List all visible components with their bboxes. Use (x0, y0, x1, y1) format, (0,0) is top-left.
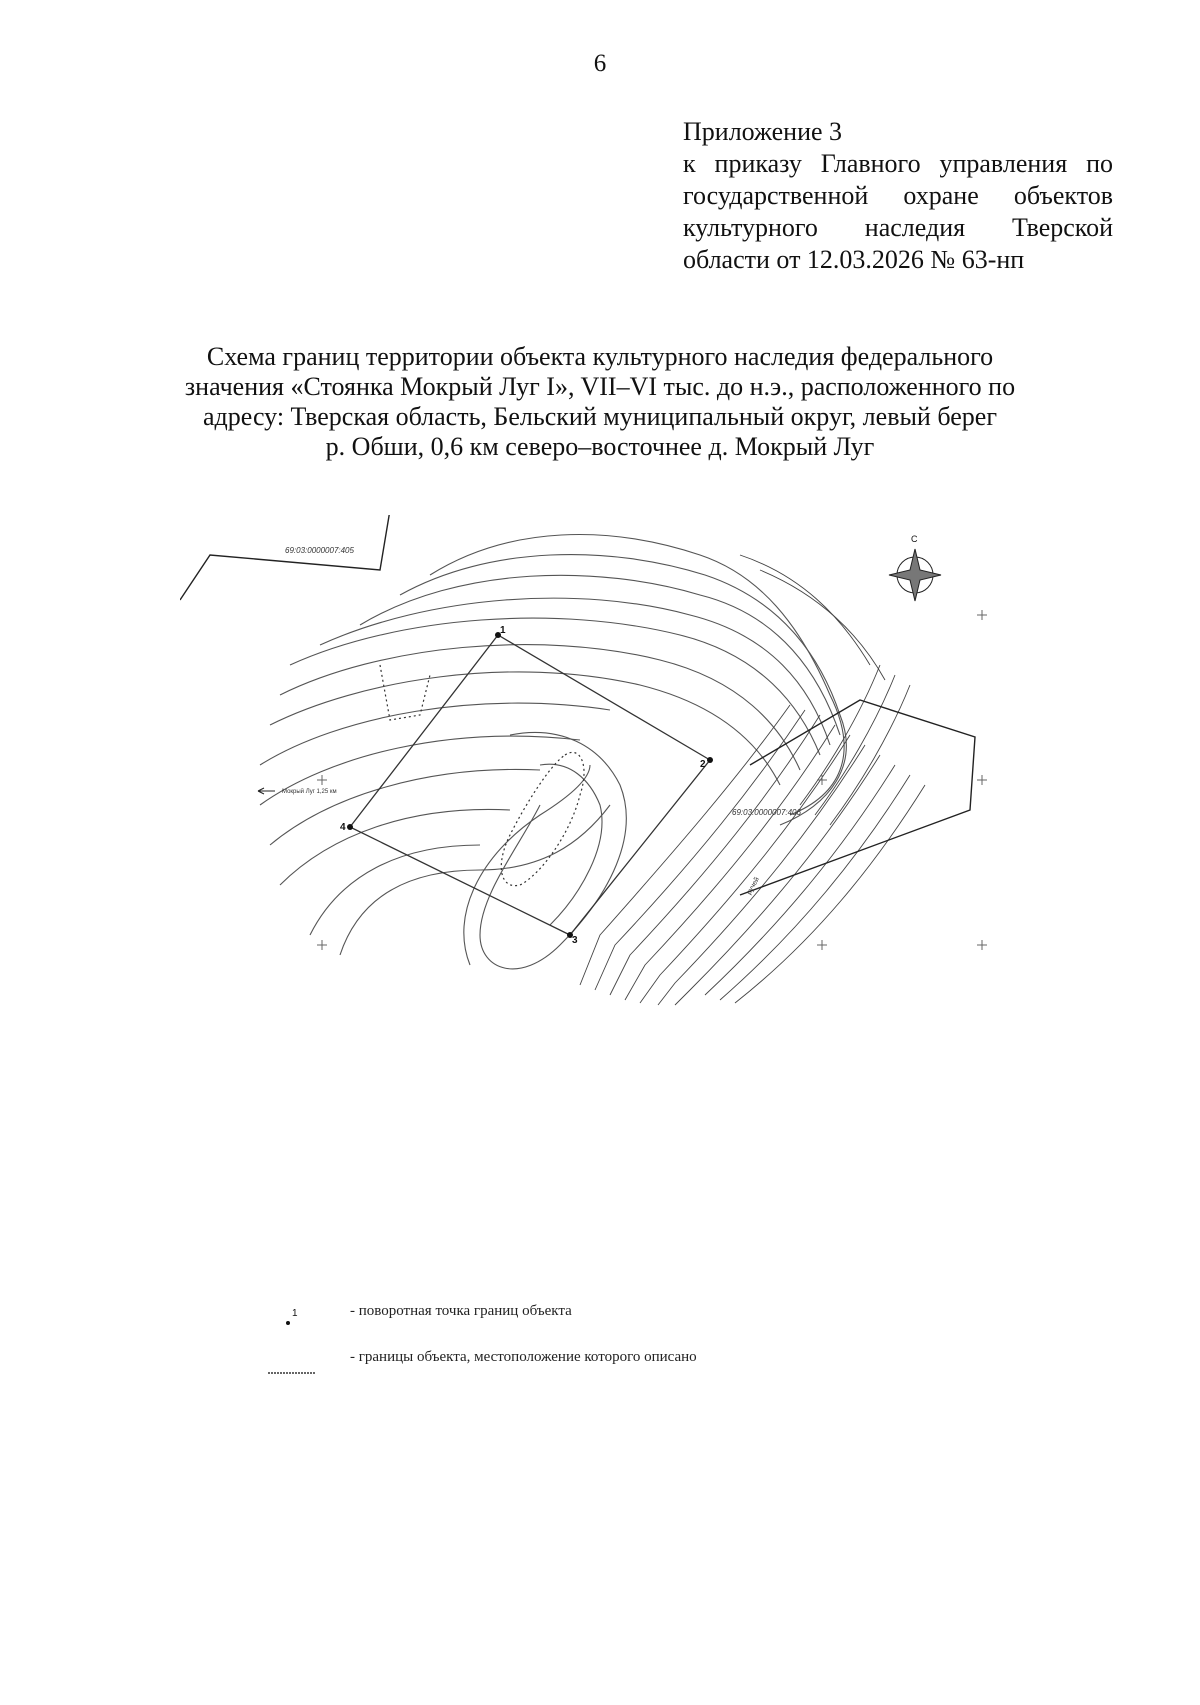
appendix-line: области от 12.03.2026 № 63-нп (683, 245, 1025, 274)
edge-arrow (258, 788, 275, 794)
slope-hatching (580, 555, 925, 1005)
parcel-label: 69:03:0000007:406 (732, 808, 801, 817)
legend-text: - границы объекта, местоположение которого описано (350, 1349, 697, 1365)
legend-item-boundary (250, 1349, 950, 1389)
boundary-line-symbol-icon (250, 1349, 320, 1389)
scheme-title-line: Схема границ территории объекта культурного наследия федерального (206, 342, 994, 371)
legend-symbol-label: 1 (292, 1308, 298, 1319)
dotted-outlines (380, 665, 584, 886)
turning-point-markers (347, 632, 713, 938)
appendix-line: Приложение 3 (683, 117, 843, 146)
grid-crosses (317, 610, 987, 950)
parcel-label: 69:03:0000007:405 (285, 546, 354, 555)
page-number: 6 (593, 50, 607, 77)
edge-note: Мокрый Луг 1,25 км (282, 789, 337, 795)
appendix-line: государственной охране объектов (683, 181, 1113, 210)
turning-point-label: 1 (500, 625, 506, 636)
appendix-header (683, 116, 1113, 276)
object-boundary (350, 635, 710, 935)
turning-point-symbol-icon (250, 1303, 320, 1343)
boundary-map (180, 515, 1080, 1105)
compass-label: С (911, 534, 918, 544)
scheme-title (150, 342, 1050, 462)
appendix-line: к приказу Главного управления по (683, 149, 1113, 178)
stream-label: ручей (745, 876, 762, 896)
turning-point-label: 2 (700, 759, 706, 770)
scheme-title-line: значения «Стоянка Мокрый Луг I», VII–VI тыс. до н.э., расположенного по (184, 372, 1016, 401)
appendix-line: культурного наследия Тверской (683, 213, 1113, 242)
legend-item-turning-point (250, 1303, 950, 1343)
turning-point-label: 4 (340, 822, 346, 833)
contour-lines (260, 535, 846, 969)
scheme-title-line: адресу: Тверская область, Бельский муниципальный округ, левый берег (203, 402, 997, 431)
compass-rose-icon (889, 549, 941, 601)
turning-point-label: 3 (572, 935, 578, 946)
scheme-title-line: р. Обши, 0,6 км северо–восточнее д. Мокрый Луг (325, 432, 875, 461)
legend-text: - поворотная точка границ объекта (350, 1303, 572, 1319)
